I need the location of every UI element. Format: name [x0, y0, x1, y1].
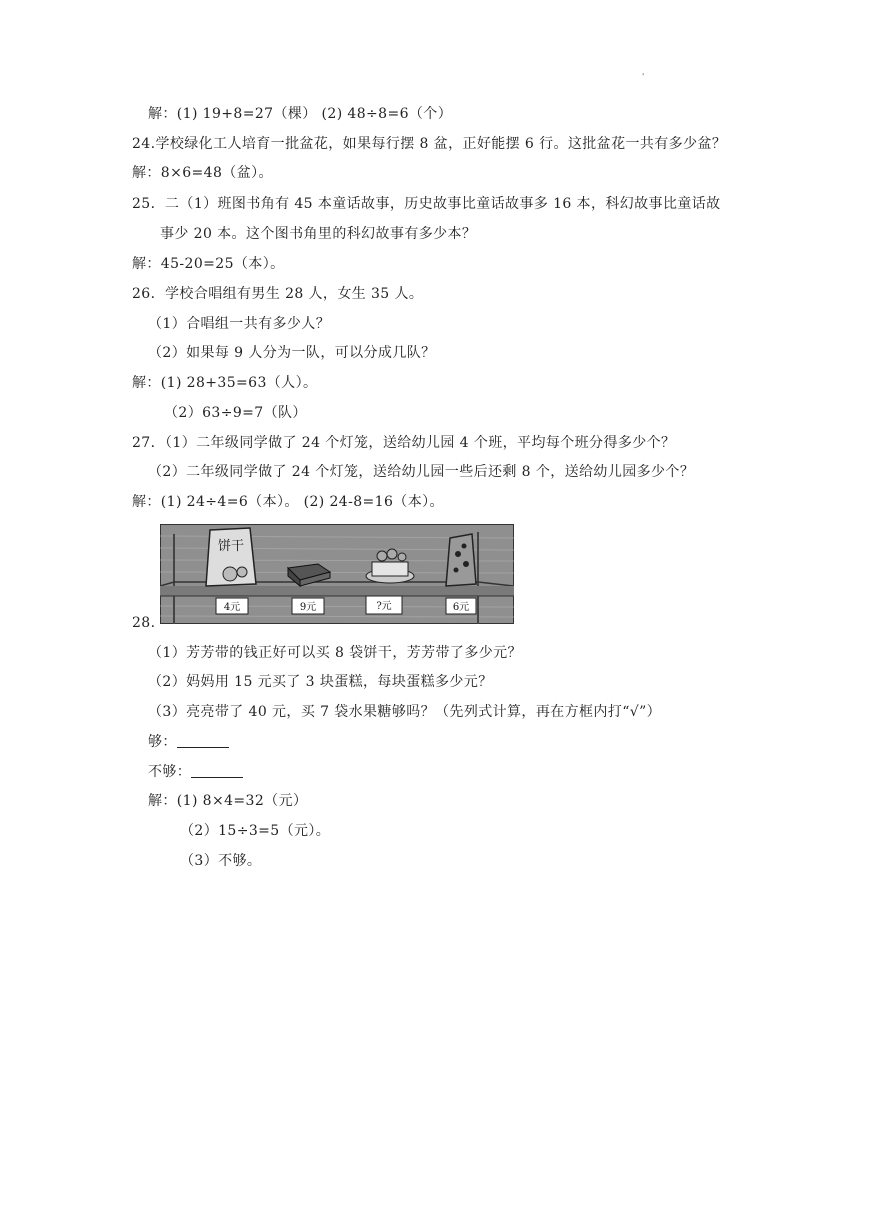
- enough-label: 够：: [148, 734, 177, 750]
- question-25-line2: 事少 20 本。这个图书角里的科幻故事有多少本？: [160, 226, 477, 242]
- shop-shelf-picture: [160, 524, 514, 624]
- question-28-part1: （1）芳芳带的钱正好可以买 8 袋饼干，芳芳带了多少元？: [148, 645, 522, 661]
- price-tag-chocolate: [292, 598, 324, 614]
- svg-text:?元: ?元: [376, 601, 392, 612]
- price-tag-cake: [366, 596, 402, 614]
- answer-23: 解：(1) 19+8=27（棵） (2) 48÷8=6（个）: [148, 106, 453, 122]
- question-25-line1: 25．二（1）班图书角有 45 本童话故事，历史故事比童话故事多 16 本，科幻故事比童话故: [132, 196, 721, 212]
- question-28-part3: （3）亮亮带了 40 元，买 7 袋水果糖够吗？（先列式计算，再在方框内打“√”）: [148, 704, 662, 720]
- enough-blank[interactable]: [177, 733, 229, 748]
- not-enough-blank[interactable]: [191, 763, 243, 778]
- candy-bag-icon: [446, 534, 476, 586]
- question-27-part2: （2）二年级同学做了 24 个灯笼，送给幼儿园一些后还剩 8 个，送给幼儿园多少个？: [148, 464, 695, 480]
- answer-28-part2: （2）15÷3=5（元）。: [180, 823, 331, 839]
- svg-text:4元: 4元: [223, 602, 241, 613]
- page-dot-mark: ': [642, 72, 645, 81]
- answer-28-part3: （3）不够。: [180, 853, 262, 869]
- answer-24: 解：8×6=48（盆）。: [132, 165, 273, 181]
- price-tag-biscuit: [216, 598, 248, 614]
- question-26: 26．学校合唱组有男生 28 人，女生 35 人。: [132, 286, 424, 302]
- question-26-part2: （2）如果每 9 人分为一队，可以分成几队？: [148, 345, 436, 361]
- svg-text:9元: 9元: [299, 602, 317, 613]
- question-24: 24.学校绿化工人培育一批盆花，如果每行摆 8 盆，正好能摆 6 行。这批盆花一共有多少盆？: [132, 136, 727, 152]
- not-enough-label: 不够：: [148, 764, 192, 780]
- question-28-part2: （2）妈妈用 15 元买了 3 块蛋糕，每块蛋糕多少元？: [148, 674, 493, 690]
- biscuit-bag-icon: [206, 528, 256, 586]
- answer-28-part1: 解：(1) 8×4=32（元）: [148, 793, 308, 809]
- question-28-number: 28.: [132, 615, 156, 631]
- biscuit-label: 饼干: [218, 538, 245, 553]
- enough-row: [148, 732, 229, 752]
- question-26-part1: （1）合唱组一共有多少人？: [148, 316, 331, 332]
- answer-26-part2: （2）63÷9=7（队）: [164, 405, 307, 421]
- answer-25: 解：45-20=25（本）。: [132, 256, 285, 272]
- not-enough-row: [148, 762, 243, 782]
- price-tag-candy: [446, 598, 476, 614]
- svg-text:6元: 6元: [452, 602, 470, 613]
- question-27-part1: 27．（1）二年级同学做了 24 个灯笼，送给幼儿园 4 个班，平均每个班分得多少个？: [132, 435, 676, 451]
- answer-26-part1: 解：(1) 28+35=63（人）。: [132, 375, 318, 391]
- answer-27: 解：(1) 24÷4=6（本）。 (2) 24-8=16（本）。: [132, 494, 444, 510]
